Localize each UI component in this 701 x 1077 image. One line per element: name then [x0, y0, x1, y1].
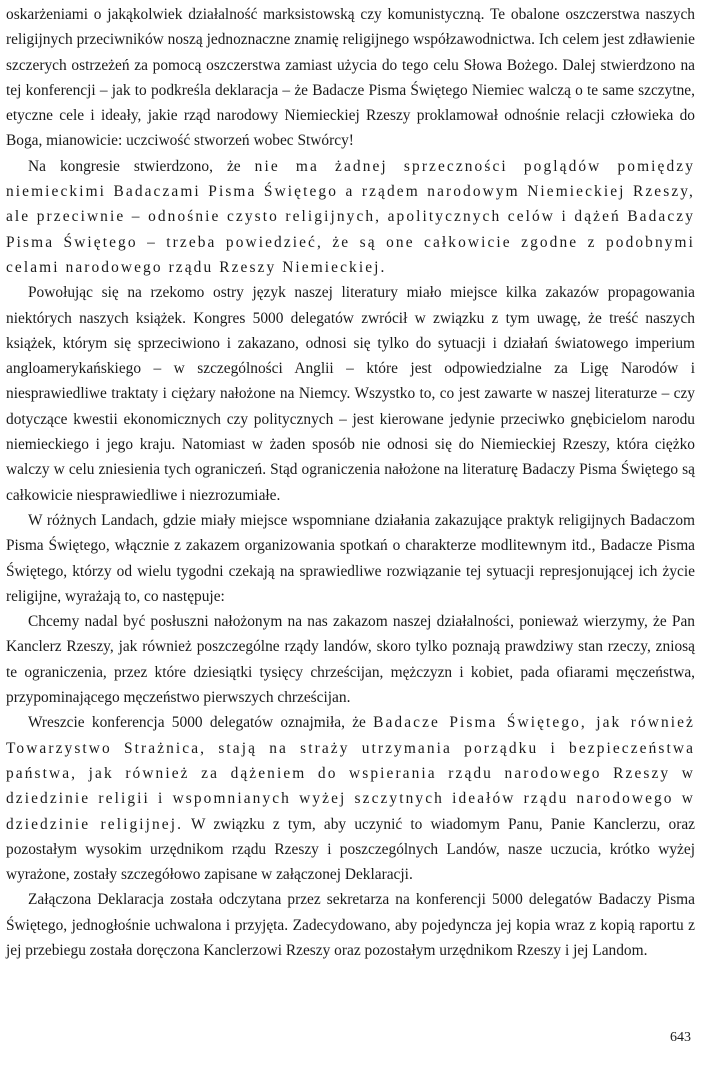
paragraph-4: W różnych Landach, gdzie miały miejsce wspomniane działania zakazujące praktyk religijnych Badaczom Pisma Świętego, włącznie z zakazem organizowania spotkań o charakterze modlitewnym itd., Badacze Pisma Świętego, którzy od wielu tygodni czekają na sprawiedliwe rozwiązanie tej sytuacji represjonującej ich życie religijne, wyrażają to, co następuje: [6, 511, 695, 605]
paragraph-6-emphasis: Badacze Pisma Świętego, jak również Towarzystwo Strażnica, stają na straży utrzymania porządku i bezpieczeństwa państwa, jak również za dążeniem do wspierania rządu narodowego Rzeszy w dziedzinie religii i wspomnianych wyżej szczytnych ideałów rządu narodowego w dziedzinie religijnej. [6, 714, 695, 833]
page-number: 643 [670, 1030, 691, 1045]
paragraph-2-emphasis: nie ma żadnej sprzeczności poglądów pomiędzy niemieckimi Badaczami Pisma Świętego a rządem narodowym Niemieckiej Rzeszy, ale przeciwnie – odnośnie czysto religijnych, apolitycznych celów i dążeń Badaczy Pisma Świętego – trzeba powiedzieć, że są one całkowicie zgodne z podobnymi celami narodowego rządu Rzeszy Niemieckiej. [6, 157, 696, 276]
paragraph-7: Załączona Deklaracja została odczytana przez sekretarza na konferencji 5000 delegatów Badaczy Pisma Świętego, jednogłośnie uchwalona i przyjęta. Zadecydowano, aby pojedyncza jej kopia wraz z kopią raportu z jej przebiegu została doręczona Kanclerzowi Rzeszy oraz pozostałym urzędnikom Rzeszy i jej Landom. [6, 891, 695, 959]
paragraph-6 [6, 710, 695, 887]
page-body [6, 2, 695, 963]
paragraph-3: Powołując się na rzekomo ostry język naszej literatury miało miejsce kilka zakazów propagowania niektórych naszych książek. Kongres 5000 delegatów zwrócił w związku z tym uwagę, że treść naszych książek, którym się sprzeciwiono i zakazano, odnosi się tylko do sytuacji i działań światowego imperium angloamerykańskiego – w szczególności Anglii – które jest odpowiedzialne za Ligę Narodów i niesprawiedliwe traktaty i ciężary nałożone na Niemcy. Wszystko to, co jest zawarte w naszej literaturze – czy dotyczące kwestii ekonomicznych czy politycznych – jest kierowane jedynie przeciwko gnębicielom narodu niemieckiego i jego kraju. Natomiast w żaden sposób nie odnosi się do Niemieckiej Rzeszy, która ciężko walczy w celu zniesienia tych ograniczeń. Stąd ograniczenia nałożone na literaturę Badaczy Pisma Świętego są całkowicie niesprawiedliwe i niezrozumiałe. [6, 284, 695, 504]
paragraph-6-tail: W związku z tym, aby uczynić to wiadomym Panu, Panie Kanclerzu, oraz pozostałym wysokim urzędnikom rządu Rzeszy i poszczególnych Landów, nasze uczucia, krótko wyżej wyrażone, zostały szczegółowo zapisane w załączonej Deklaracji. [6, 815, 695, 884]
paragraph-5: Chcemy nadal być posłuszni nałożonym na nas zakazom naszej działalności, ponieważ wierzymy, że Pan Kanclerz Rzeszy, jak również poszczególne rządy landów, skoro tylko poznają prawdziwy stan rzeczy, zniosą te ograniczenia, przez które dziesiątki tysięcy chrześcijan, mężczyzn i kobiet, pada ofiarami męczeństwa, przypominającego męczeństwo pierwszych chrześcijan. [6, 613, 695, 707]
paragraph-6-lead: Wreszcie konferencja 5000 delegatów oznajmiła, że [28, 714, 366, 732]
paragraph-1: oskarżeniami o jakąkolwiek działalność marksistowską czy komunistyczną. Te obalone oszczerstwa naszych religijnych przeciwników noszą jednoznaczne znamię religijnego współzawodnictwa. Ich celem jest zdławienie szczerych ostrzeżeń za pomocą oszczerstwa zamiast użycia do tego celu Słowa Bożego. Dalej stwierdzono na tej konferencji – jak to podkreśla deklaracja – że Badacze Pisma Świętego Niemiec walczą o te same szczytne, etyczne cele i ideały, jakie rząd narodowy Niemieckiej Rzeszy proklamował odnośnie relacji człowieka do Boga, mianowicie: uczciwość stworzeń wobec Stwórcy! [6, 6, 695, 150]
paragraph-2 [6, 154, 695, 280]
paragraph-2-lead: Na kongresie stwierdzono, że [28, 157, 241, 175]
